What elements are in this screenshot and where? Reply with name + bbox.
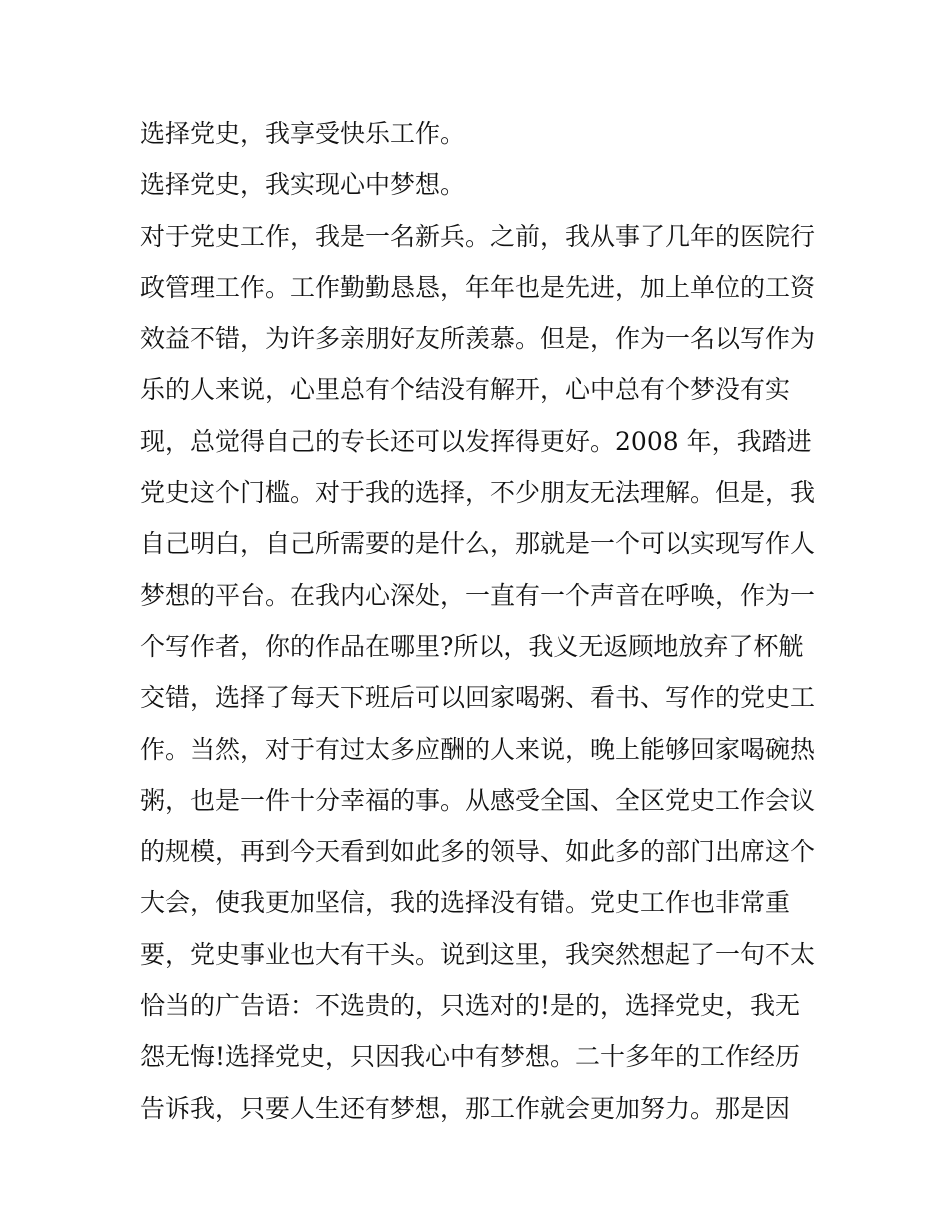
text-line: 粥，也是一件十分幸福的事。从感受全国、全区党史工作会议: [140, 785, 816, 815]
text-line: 交错，选择了每天下班后可以回家喝粥、看书、写作的党史工: [140, 683, 816, 713]
text-line: 现，总觉得自己的专长还可以发挥得更好。2008 年，我踏进: [140, 426, 812, 456]
text-line: 要，党史事业也大有干头。说到这里，我突然想起了一句不太: [140, 939, 816, 969]
text-line: 效益不错，为许多亲朋好友所羡慕。但是，作为一名以写作为: [140, 324, 816, 354]
text-line: 梦想的平台。在我内心深处，一直有一个声音在呼唤，作为一: [140, 580, 816, 610]
text-line: 党史这个门槛。对于我的选择，不少朋友无法理解。但是，我: [140, 478, 816, 508]
text-line: 个写作者，你的作品在哪里?所以，我义无返顾地放弃了杯觥: [140, 631, 804, 661]
text-line: 乐的人来说，心里总有个结没有解开，心中总有个梦没有实: [140, 375, 791, 405]
text-line: 恰当的广告语：不选贵的，只选对的!是的，选择党史，我无: [140, 991, 801, 1021]
text-line: 作。当然，对于有过太多应酬的人来说，晚上能够回家喝碗热: [140, 734, 816, 764]
text-line: 选择党史，我享受快乐工作。: [140, 119, 466, 148]
text-line: 大会，使我更加坚信，我的选择没有错。党史工作也非常重: [140, 888, 791, 918]
body-text: [140, 108, 820, 1134]
text-line: 告诉我，只要人生还有梦想，那工作就会更加努力。那是因: [140, 1093, 791, 1123]
text-line: 的规模，再到今天看到如此多的领导、如此多的部门出席这个: [140, 837, 816, 867]
text-line: 对于党史工作，我是一名新兵。之前，我从事了几年的医院行: [140, 221, 816, 251]
text-line: 政管理工作。工作勤勤恳恳，年年也是先进，加上单位的工资: [140, 272, 816, 302]
text-line: 自己明白，自己所需要的是什么，那就是一个可以实现写作人: [140, 529, 816, 559]
text-line: 选择党史，我实现心中梦想。: [140, 170, 466, 200]
text-line: 怨无悔!选择党史，只因我心中有梦想。二十多年的工作经历: [140, 1042, 801, 1072]
